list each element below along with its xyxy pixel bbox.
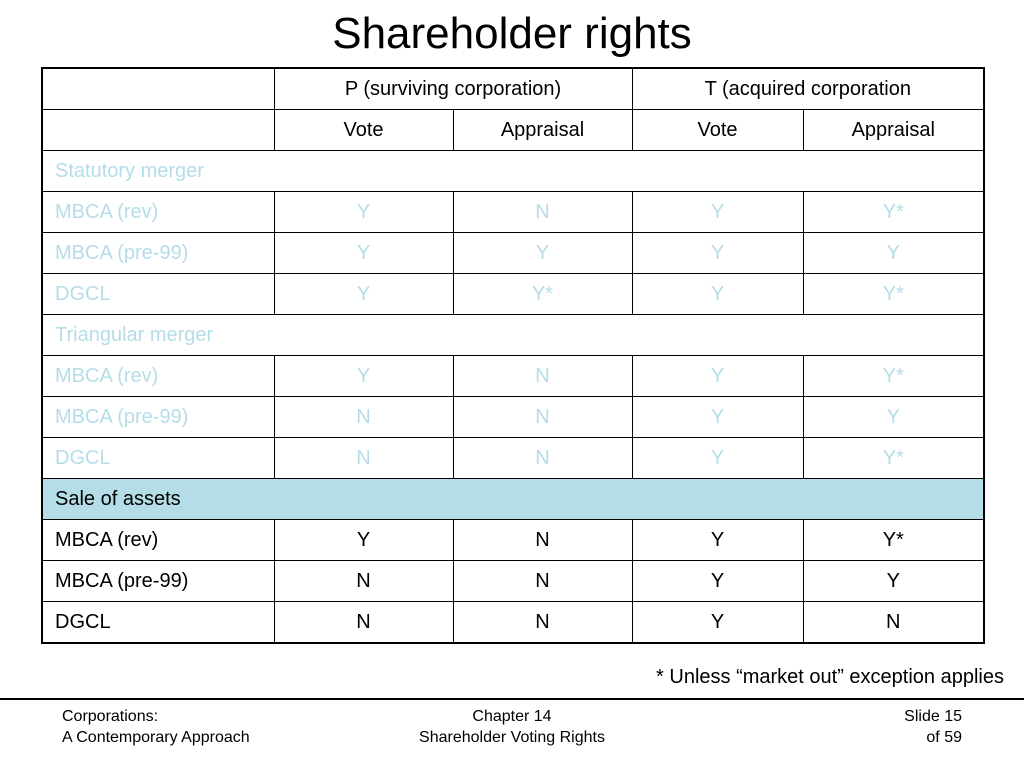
cell-p-appraisal: N <box>453 192 632 233</box>
row-label: MBCA (pre-99) <box>42 561 274 602</box>
section-row-triangular-merger <box>42 315 984 356</box>
cell-t-vote: Y <box>632 233 803 274</box>
cell-p-vote: Y <box>274 192 453 233</box>
cell-p-appraisal: N <box>453 602 632 644</box>
row-label: MBCA (pre-99) <box>42 397 274 438</box>
section-row-statutory-merger <box>42 151 984 192</box>
header-t-acquired: T (acquired corporation <box>632 68 984 110</box>
footer-book-line2: A Contemporary Approach <box>62 729 250 746</box>
cell-p-appraisal: Y <box>453 233 632 274</box>
cell-p-vote: N <box>274 438 453 479</box>
cell-p-appraisal: N <box>453 438 632 479</box>
section-row-sale-of-assets <box>42 479 984 520</box>
cell-t-vote: Y <box>632 274 803 315</box>
table-row <box>42 397 984 438</box>
cell-p-appraisal: N <box>453 397 632 438</box>
sub-header-row <box>42 110 984 151</box>
cell-p-vote: Y <box>274 233 453 274</box>
corner-cell <box>42 68 274 110</box>
footer-slide-line2: of 59 <box>926 729 962 746</box>
cell-t-appraisal: Y <box>803 397 984 438</box>
table-row <box>42 233 984 274</box>
group-header-row <box>42 68 984 110</box>
cell-t-appraisal: Y <box>803 561 984 602</box>
cell-p-vote: N <box>274 602 453 644</box>
table-row <box>42 438 984 479</box>
footer-book-title <box>62 706 250 748</box>
cell-t-appraisal: Y* <box>803 274 984 315</box>
footer-book-line1: Corporations: <box>62 708 159 725</box>
footer-chapter <box>362 706 662 748</box>
header-t-appraisal: Appraisal <box>803 110 984 151</box>
table-row <box>42 274 984 315</box>
section-title: Statutory merger <box>42 151 984 192</box>
cell-p-appraisal: Y* <box>453 274 632 315</box>
table-row <box>42 602 984 644</box>
row-label: MBCA (rev) <box>42 356 274 397</box>
cell-t-vote: Y <box>632 356 803 397</box>
cell-t-appraisal: Y <box>803 233 984 274</box>
slide-title: Shareholder rights <box>332 9 692 58</box>
footer-slide-line1: Slide 15 <box>904 708 962 725</box>
cell-t-vote: Y <box>632 192 803 233</box>
section-title: Sale of assets <box>42 479 984 520</box>
shareholder-rights-table <box>41 67 985 644</box>
row-label: DGCL <box>42 438 274 479</box>
cell-p-vote: Y <box>274 274 453 315</box>
header-p-appraisal: Appraisal <box>453 110 632 151</box>
row-label: MBCA (rev) <box>42 192 274 233</box>
footnote: * Unless “market out” exception applies <box>656 666 1004 688</box>
cell-p-appraisal: N <box>453 520 632 561</box>
cell-p-vote: N <box>274 397 453 438</box>
cell-p-vote: Y <box>274 520 453 561</box>
table-row <box>42 561 984 602</box>
corner-cell <box>42 110 274 151</box>
cell-t-appraisal: Y* <box>803 192 984 233</box>
section-title: Triangular merger <box>42 315 984 356</box>
cell-t-appraisal: N <box>803 602 984 644</box>
cell-t-vote: Y <box>632 438 803 479</box>
footer-slide-number <box>904 706 962 748</box>
cell-t-appraisal: Y* <box>803 356 984 397</box>
footer-chapter-line1: Chapter 14 <box>472 708 552 725</box>
row-label: MBCA (rev) <box>42 520 274 561</box>
cell-t-vote: Y <box>632 602 803 644</box>
cell-t-vote: Y <box>632 397 803 438</box>
footer-chapter-line2: Shareholder Voting Rights <box>419 729 605 746</box>
table-row <box>42 192 984 233</box>
header-t-vote: Vote <box>632 110 803 151</box>
cell-t-vote: Y <box>632 520 803 561</box>
cell-t-appraisal: Y* <box>803 520 984 561</box>
row-label: MBCA (pre-99) <box>42 233 274 274</box>
cell-t-vote: Y <box>632 561 803 602</box>
row-label: DGCL <box>42 274 274 315</box>
cell-p-appraisal: N <box>453 356 632 397</box>
row-label: DGCL <box>42 602 274 644</box>
footer-divider <box>0 698 1024 700</box>
cell-p-appraisal: N <box>453 561 632 602</box>
cell-t-appraisal: Y* <box>803 438 984 479</box>
header-p-vote: Vote <box>274 110 453 151</box>
cell-p-vote: Y <box>274 356 453 397</box>
table-row <box>42 356 984 397</box>
header-p-surviving: P (surviving corporation) <box>274 68 632 110</box>
table-row <box>42 520 984 561</box>
cell-p-vote: N <box>274 561 453 602</box>
